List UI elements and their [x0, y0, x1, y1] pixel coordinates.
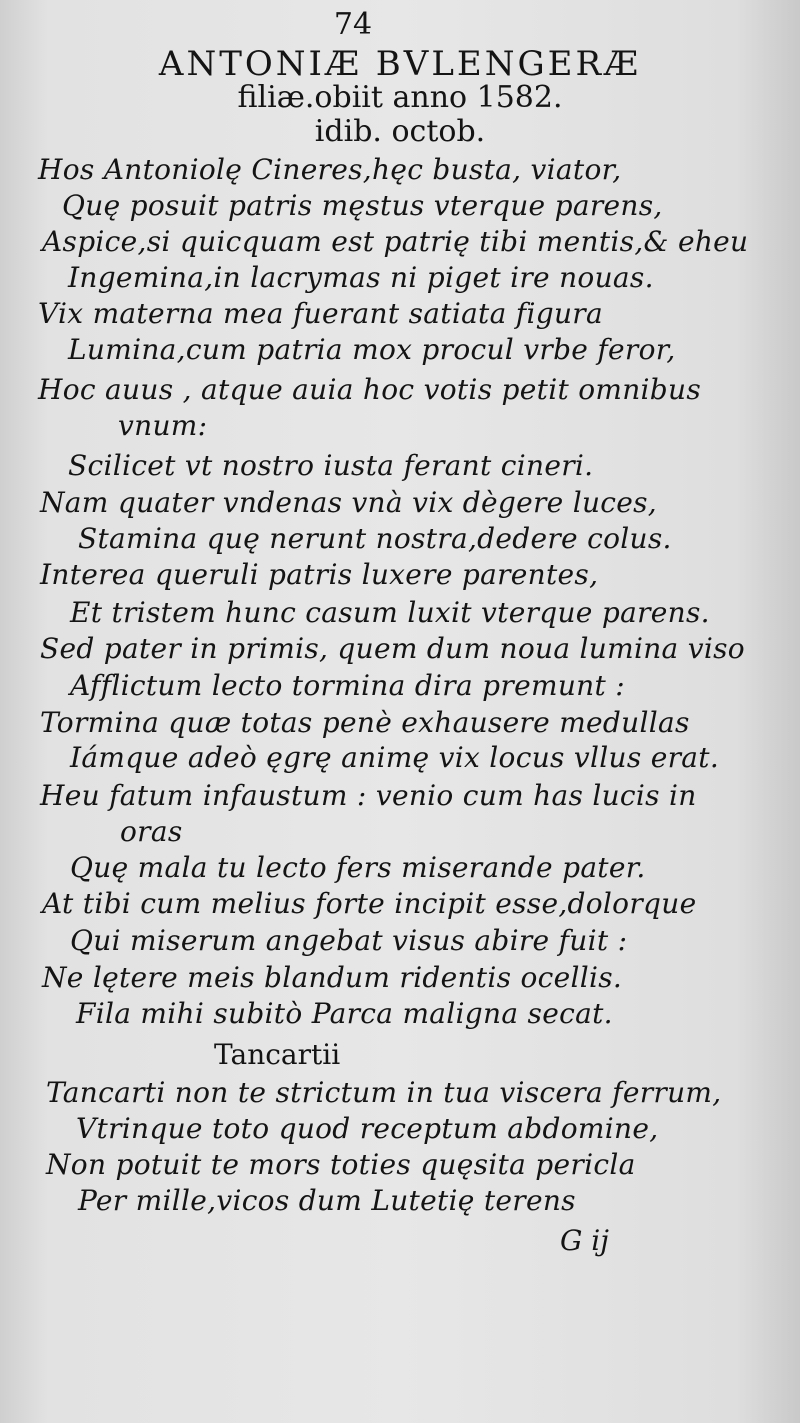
verse-line: Afflictum lecto tormina dira premunt :	[70, 669, 625, 702]
verse-line: vnum:	[118, 409, 208, 442]
verse-line: Interea queruli patris luxere parentes,	[40, 558, 599, 591]
verse-line: Vtrinque toto quod receptum abdomine,	[76, 1112, 659, 1145]
verse-line: Tancarti non te strictum in tua viscera ferrum,	[46, 1076, 722, 1109]
verse-line: Hos Antoniolę Cineres,hęc busta, viator,	[38, 153, 622, 186]
verse-line: Nam quater vndenas vnà vix dègere luces,	[40, 486, 658, 519]
verse-line: Qui miserum angebat visus abire fuit :	[70, 924, 628, 957]
verse-line: Iámque adeò ęgrę animę vix locus vllus erat.	[70, 741, 720, 774]
verse-line: Vix materna mea fuerant satiata figura	[38, 297, 603, 330]
verse-line: Tormina quæ totas penè exhausere medullas	[40, 706, 690, 739]
signature-mark: G ij	[560, 1224, 609, 1257]
verse-line: Heu fatum infaustum : venio cum has lucis in	[40, 779, 697, 812]
heading-date: idib. octob.	[314, 114, 486, 149]
verse-line: Scilicet vt nostro iusta ferant cineri.	[68, 449, 594, 482]
verse-line: oras	[120, 815, 183, 848]
verse-line: Aspice,si quicquam est patrię tibi mentis,& eheu	[42, 225, 749, 258]
verse-line: Fila mihi subitò Parca maligna secat.	[76, 997, 613, 1030]
verse-line: Per mille,vicos dum Lutetię terens	[78, 1184, 576, 1217]
verse-line: Ne lętere meis blandum ridentis ocellis.	[42, 961, 623, 994]
page-number: 74	[333, 7, 373, 42]
verse-line: Non potuit te mors toties quęsita pericla	[46, 1148, 636, 1181]
verse-line: Ingemina,in lacrymas ni piget ire nouas.	[68, 261, 654, 294]
show-through-text	[730, 40, 800, 1220]
verse-line: Et tristem hunc casum luxit vterque parens.	[70, 596, 710, 629]
verse-line: Lumina,cum patria mox procul vrbe feror,	[68, 333, 676, 366]
heading-name: ANTONIÆ BVLENGERÆ	[158, 44, 642, 84]
verse-line: Quę posuit patris męstus vterque parens,	[62, 189, 663, 222]
section-title: Tancartii	[214, 1038, 341, 1071]
verse-line: Sed pater in primis, quem dum noua lumina viso	[40, 632, 745, 665]
verse-line: Quę mala tu lecto fers miserande pater.	[70, 851, 646, 884]
heading-subtitle: filiæ.obiit anno 1582.	[237, 80, 563, 115]
verse-line: Hoc auus , atque auia hoc votis petit omnibus	[38, 373, 702, 406]
verse-line: Stamina quę nerunt nostra,dedere colus.	[78, 522, 672, 555]
verse-line: At tibi cum melius forte incipit esse,dolorque	[42, 887, 697, 920]
